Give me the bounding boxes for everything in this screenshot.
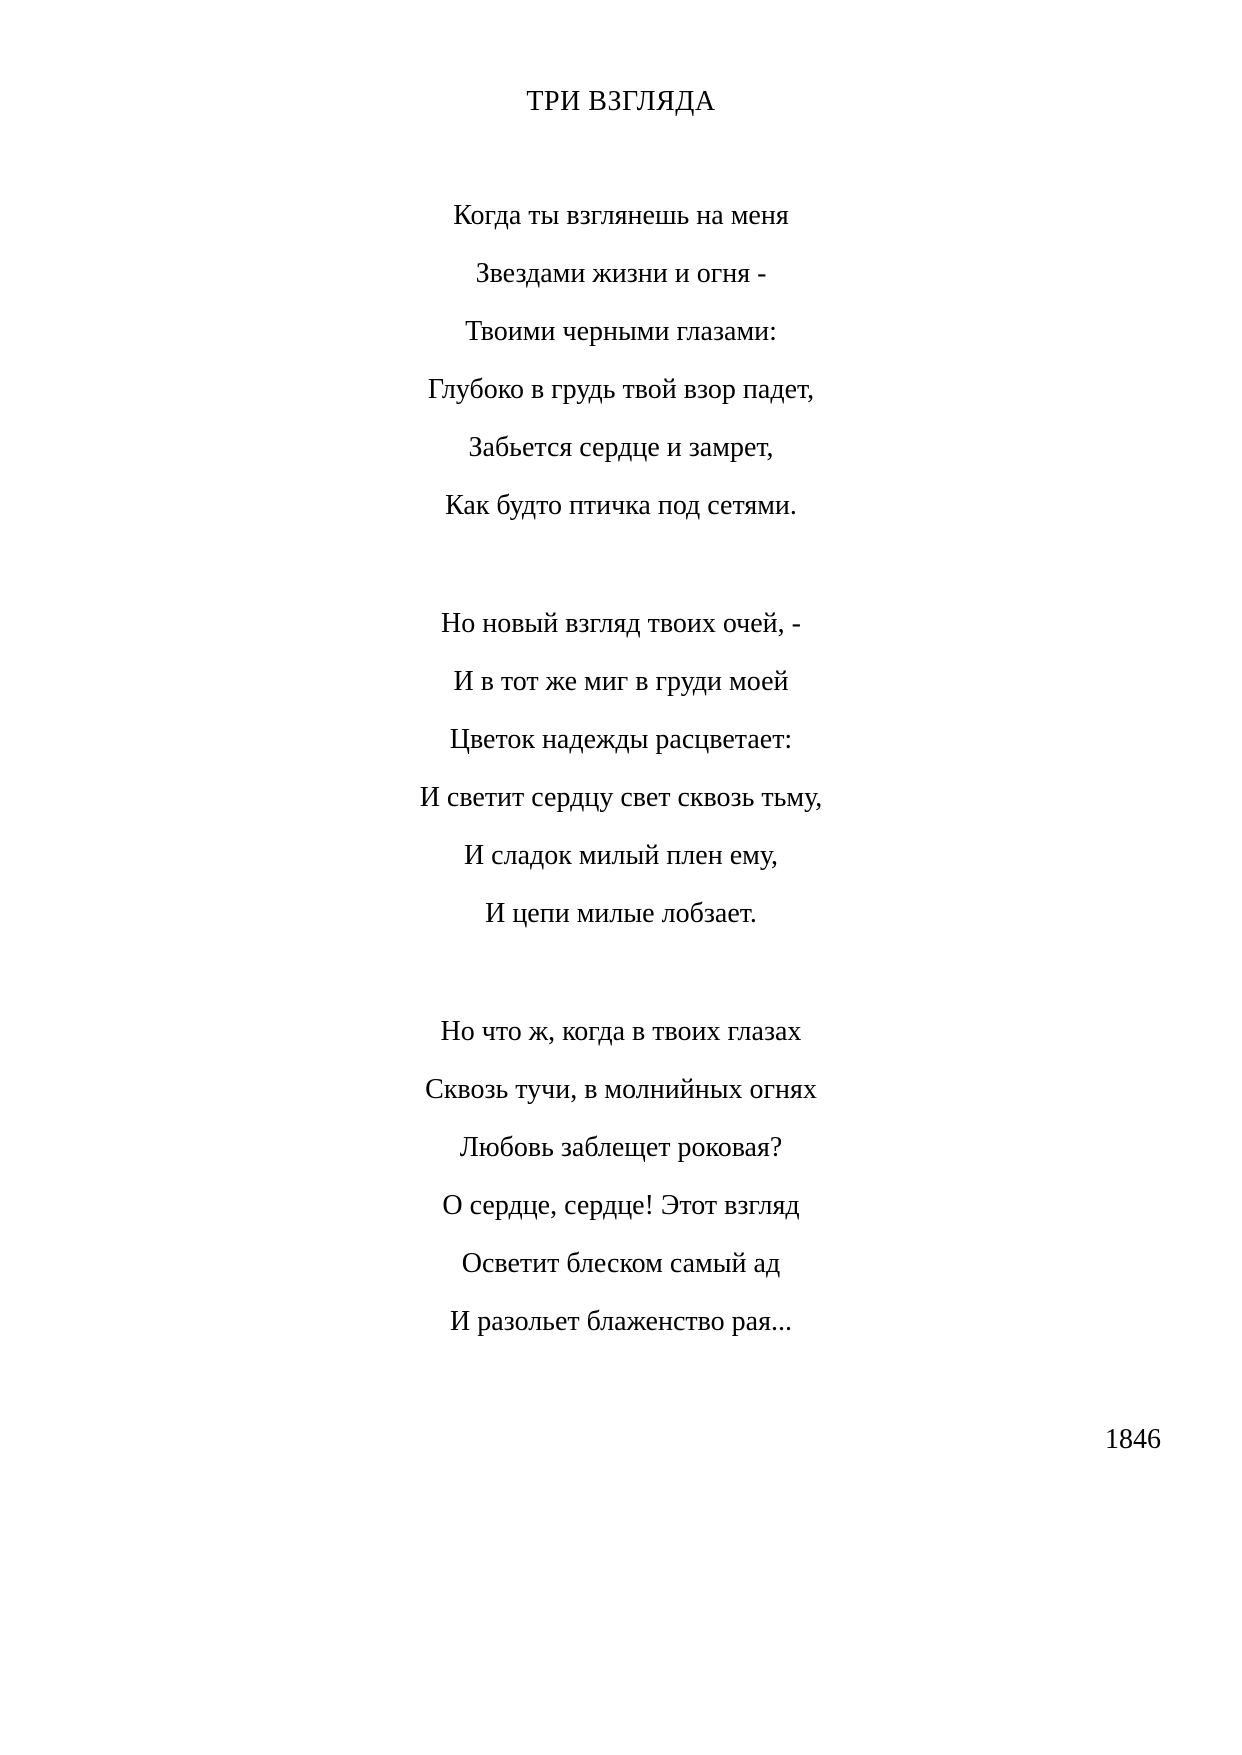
poem-line: Но что ж, когда в твоих глазах [440,1016,802,1047]
poem-line: Сквозь тучи, в молнийных огнях [425,1074,817,1105]
poem-line: Но новый взгляд твоих очей, - [440,608,801,639]
poem-line: Любовь заблещет роковая? [459,1132,783,1163]
poem-line: И сладок милый плен ему, [463,840,779,871]
poem-line: Как будто птичка под сетями. [445,490,797,521]
poem-line: Твоими черными глазами: [465,316,777,347]
poem-line: Забьется сердце и замрет, [468,432,774,463]
poem-line: Глубоко в грудь твой взор падет, [427,374,815,405]
stanza-3 [0,1012,1242,1360]
poem-line: Звездами жизни и огня - [475,258,767,289]
poem-year: 1846 [1105,1424,1161,1455]
poem-line: О сердце, сердце! Этот взгляд [442,1190,800,1221]
poem-line: И цепи милые лобзает. [485,898,757,929]
poem-line: Когда ты взглянешь на меня [453,200,789,231]
poem-line: Цветок надежды расцветает: [449,724,793,755]
poem-line: И в тот же миг в груди моей [453,666,789,697]
stanza-2 [0,604,1242,952]
poem-line: И разольет блаженство рая... [450,1306,792,1337]
poem-title: ТРИ ВЗГЛЯДА [526,86,716,117]
poem-line: И светит сердцу свет сквозь тьму, [419,782,823,813]
poem-line: Осветит блеском самый ад [461,1248,781,1279]
stanza-1 [0,196,1242,544]
